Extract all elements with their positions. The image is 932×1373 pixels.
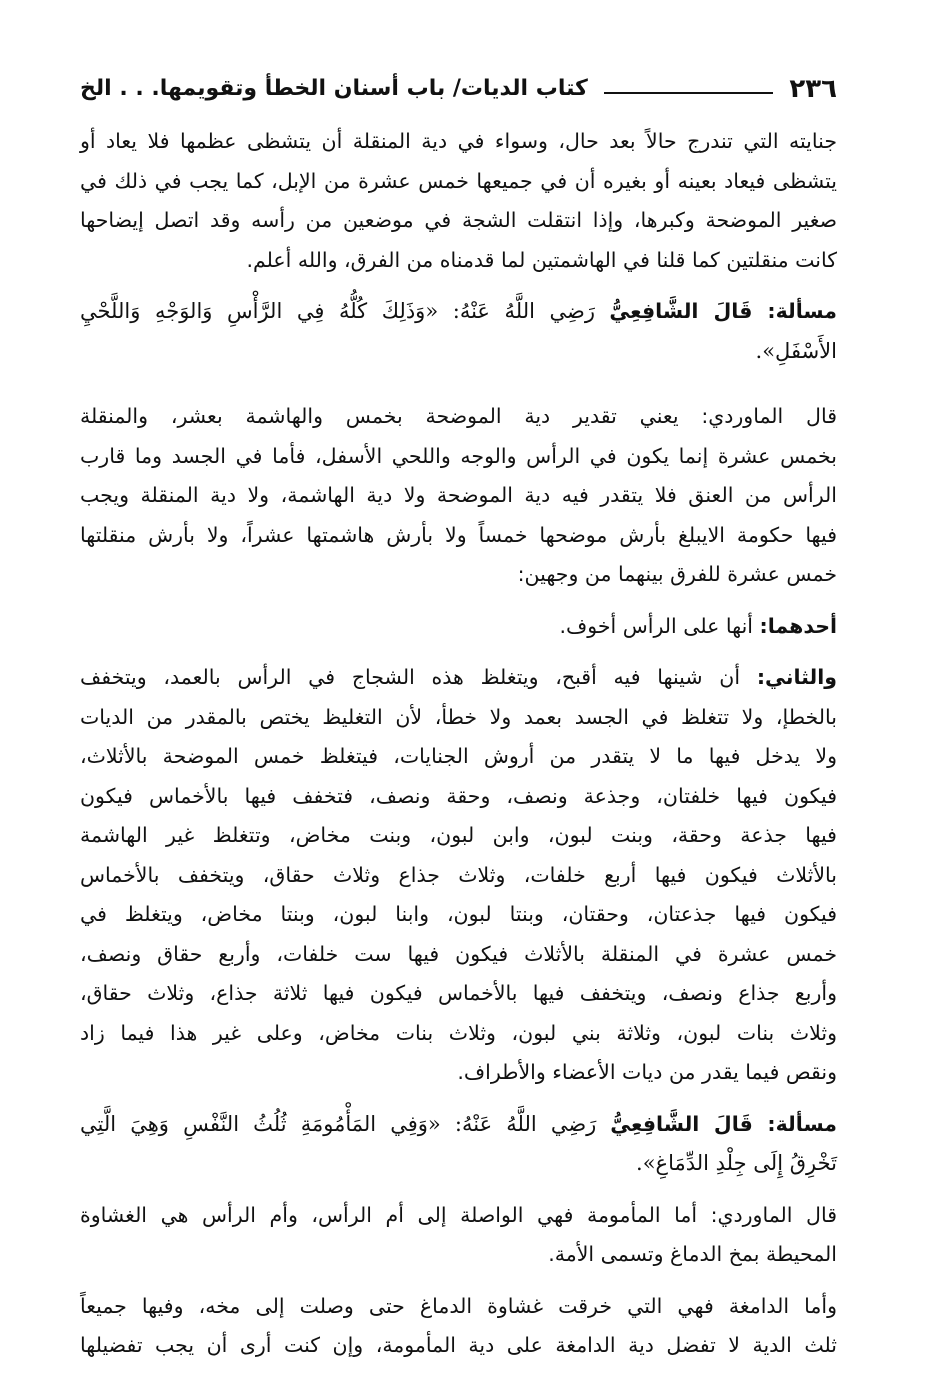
text-line: فيها حكومة الايبلغ بأرش موضحها خمساً ولا بأرش هاشمتها عشراً، ولا بأرش منقلتها bbox=[80, 522, 837, 547]
text-line bbox=[80, 658, 837, 698]
paragraph bbox=[80, 122, 837, 280]
text-line: خمس عشرة للفرق بينهما من وجهين: bbox=[517, 562, 837, 586]
text-line: المحيطة بمخ الدماغ وتسمى الأمة. bbox=[548, 1242, 837, 1266]
text-line: وأما الدامغة فهي التي خرقت غشاوة الدماغ حتى وصلت إلى مخه، وفيها جميعاً bbox=[80, 1293, 837, 1318]
shafii-quote: رَضِي اللَّهُ عَنْهُ: «وَذَلِكَ كُلُّهُ فِي الرَّأْسِ وَالوَجْهِ وَاللَّحْيِ bbox=[80, 299, 595, 323]
paragraph bbox=[80, 607, 837, 647]
text-line: بالأثلاث فيكون فيها أربع خلفات، وثلاث جذاع وثلاث حقاق، ويتخفف بالأخماس bbox=[80, 862, 837, 887]
text-line: ولا يدخل فيها ما لا يتقدر من أروش الجنايات، فيتغلظ خمس الموضحة بالأثلاث، bbox=[80, 744, 837, 768]
text-line: صغير الموضحة وكبرها، وإذا انتقلت الشجة في موضعين من رأسه وقد اتصل إيضاحها bbox=[80, 208, 837, 232]
text-line: قال الماوردي: أما المأمومة فهي الواصلة إلى أم الرأس، وأم الرأس هي الغشاوة bbox=[80, 1202, 837, 1227]
paragraph bbox=[80, 397, 837, 595]
page-number: ٢٣٦ bbox=[789, 74, 837, 104]
page-header bbox=[80, 64, 837, 104]
text-line: بالخطإ، ولا تتغلظ في الجسد بعمد ولا خطأ، لأن التغليظ يختص بالمقدر من الديات bbox=[80, 704, 837, 729]
text-line: الرأس من العنق فلا يتقدر فيه دية الموضحة ولا دية الهاشمة، ولا دية المنقلة ويجب bbox=[80, 483, 837, 507]
text-line: فيكون فيها جذعتان، وحقتان، وبنتا لبون، وابنا لبون، وبنتا مخاض، ويتغلظ في bbox=[80, 902, 837, 926]
masala-paragraph bbox=[80, 1105, 837, 1184]
masala-label: مسألة: قَالَ الشَّافِعِيُّ bbox=[610, 1111, 837, 1136]
header-rule bbox=[604, 92, 774, 94]
book-page bbox=[80, 64, 837, 1357]
paragraph bbox=[80, 1287, 837, 1366]
text-line: كانت منقلتين كما قلنا في الهاشمتين لما قدمناه من الفرق، والله أعلم. bbox=[246, 247, 837, 272]
text-line: تَخْرِقُ إِلَى جِلْدِ الدِّمَاغِ». bbox=[636, 1151, 837, 1175]
text-line: فيها جذعة وحقة، وبنت لبون، وابن لبون، وبنت مخاض، وتتغلظ غير الهاشمة bbox=[80, 823, 837, 847]
text-line: وأربع جذاع ونصف، ويتخفف فيها بالأخماس فيكون فيها ثلاثة جذاع، وثلاث حقاق، bbox=[80, 981, 837, 1005]
text-line bbox=[80, 607, 837, 647]
text-line: بخمس عشرة إنما يكون في الرأس والوجه واللحي الأسفل، فأما في الجسد وما قارب bbox=[80, 443, 837, 468]
text-line: فيكون فيها خلفتان، وجذعة ونصف، وحقة ونصف، فتخفف فيها بالأخماس فيكون bbox=[80, 783, 837, 808]
masala-paragraph bbox=[80, 292, 837, 371]
body-text bbox=[80, 122, 837, 1366]
point-label: أحدهما: bbox=[759, 613, 837, 638]
text-line: جنايته التي تندرج حالاً بعد حال، وسواء في دية المنقلة أن يتشظى عظمها فلا يعاد أو bbox=[80, 129, 837, 153]
point-text: أن شينها فيه أقبح، ويتغلظ هذه الشجاج في الرأس بالعمد، ويتخفف bbox=[80, 665, 741, 689]
text-line: ونقص فيما يقدر من ديات الأعضاء والأطراف. bbox=[457, 1060, 837, 1084]
text-line: خمس عشرة في المنقلة بالأثلاث فيكون فيها ست خلفات، وأربع حقاق ونصف، bbox=[80, 941, 837, 966]
paragraph bbox=[80, 1196, 837, 1275]
text-line bbox=[80, 1105, 837, 1145]
point-label: والثاني: bbox=[756, 665, 837, 689]
paragraph bbox=[80, 658, 837, 1093]
point-text: أنها على الرأس أخوف. bbox=[559, 613, 753, 638]
text-line: يتشظى فيعاد بعينه أو بغيره أن في جميعها خمس عشرة من الإبل، كما يجب في ذلك في bbox=[80, 168, 837, 193]
text-line: الأَسْفَلِ». bbox=[755, 338, 837, 363]
text-line: وثلاث بنات لبون، وثلاثة بني لبون، وثلاث بنات مخاض، وعلى غير هذا فيما زاد bbox=[80, 1020, 837, 1045]
shafii-quote: رَضِي اللَّهُ عَنْهُ: «وَفِي المَأْمُومَةِ ثُلُثُ النَّفْسِ وَهِيَ الَّتِي bbox=[80, 1111, 597, 1136]
text-line bbox=[80, 292, 837, 332]
masala-label: مسألة: قَالَ الشَّافِعِيُّ bbox=[609, 299, 837, 323]
text-line: ثلث الدية لا تفضل دية الدامغة على دية المأمومة، وإن كنت أرى أن يجب تفضيلها bbox=[80, 1333, 837, 1357]
running-title: كتاب الديات/ باب أسنان الخطأ وتقويمها. . . الخ bbox=[80, 76, 588, 101]
paragraph-gap bbox=[80, 383, 837, 397]
text-line: قال الماوردي: يعني تقدير دية الموضحة بخمس والهاشمة بعشر، والمنقلة bbox=[80, 404, 837, 428]
